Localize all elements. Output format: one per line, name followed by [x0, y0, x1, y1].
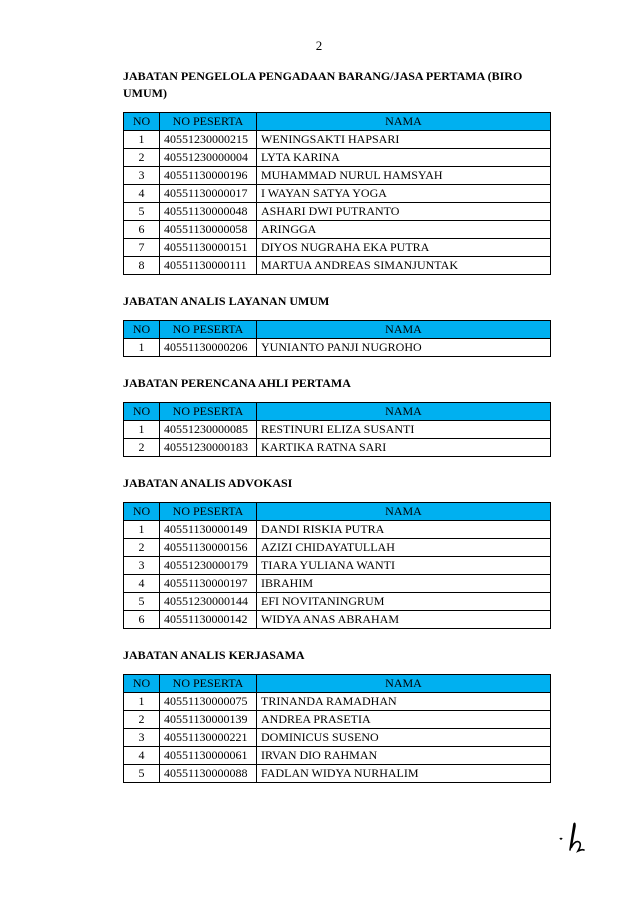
participant-name: DOMINICUS SUSENO: [257, 729, 551, 747]
participant-number: 40551230000179: [160, 557, 257, 575]
section-gap: [123, 457, 551, 475]
row-number: 1: [124, 521, 160, 539]
header-no-peserta: NO PESERTA: [160, 675, 257, 693]
section-title: JABATAN PENGELOLA PENGADAAN BARANG/JASA PERTAMA (BIRO UMUM): [123, 69, 523, 100]
table-row: [124, 747, 551, 765]
section-title: JABATAN ANALIS LAYANAN UMUM: [123, 294, 330, 308]
roster-table: [123, 502, 551, 629]
section-0: [123, 68, 551, 275]
row-number: 4: [124, 575, 160, 593]
participant-number: 40551130000048: [160, 203, 257, 221]
header-no: NO: [124, 113, 160, 131]
participant-name: WIDYA ANAS ABRAHAM: [257, 611, 551, 629]
participant-name: LYTA KARINA: [257, 149, 551, 167]
table-row: [124, 521, 551, 539]
table-row: [124, 421, 551, 439]
participant-number: 40551130000075: [160, 693, 257, 711]
participant-number: 40551130000061: [160, 747, 257, 765]
header-no-peserta: NO PESERTA: [160, 403, 257, 421]
participant-number: 40551130000058: [160, 221, 257, 239]
row-number: 3: [124, 557, 160, 575]
participant-name: DIYOS NUGRAHA EKA PUTRA: [257, 239, 551, 257]
row-number: 5: [124, 593, 160, 611]
row-number: 1: [124, 421, 160, 439]
participant-name: IRVAN DIO RAHMAN: [257, 747, 551, 765]
section-title: JABATAN ANALIS ADVOKASI: [123, 476, 293, 490]
table-header-row: [124, 321, 551, 339]
table-row: [124, 131, 551, 149]
table-row: [124, 765, 551, 783]
table-row: [124, 557, 551, 575]
participant-number: 40551130000088: [160, 765, 257, 783]
header-no: NO: [124, 503, 160, 521]
participant-number: 40551130000111: [160, 257, 257, 275]
section-2: [123, 375, 551, 457]
participant-number: 40551230000183: [160, 439, 257, 457]
participant-name: AZIZI CHIDAYATULLAH: [257, 539, 551, 557]
section-1: [123, 293, 551, 357]
table-row: [124, 203, 551, 221]
participant-number: 40551130000017: [160, 185, 257, 203]
header-no: NO: [124, 321, 160, 339]
header-no-peserta: NO PESERTA: [160, 321, 257, 339]
participant-number: 40551130000197: [160, 575, 257, 593]
roster-table: [123, 320, 551, 357]
signature-initial: [558, 820, 588, 854]
participant-name: RESTINURI ELIZA SUSANTI: [257, 421, 551, 439]
section-title: JABATAN PERENCANA AHLI PERTAMA: [123, 376, 351, 390]
table-row: [124, 221, 551, 239]
table-row: [124, 439, 551, 457]
participant-name: I WAYAN SATYA YOGA: [257, 185, 551, 203]
row-number: 5: [124, 203, 160, 221]
table-row: [124, 711, 551, 729]
participant-name: WENINGSAKTI HAPSARI: [257, 131, 551, 149]
table-row: [124, 185, 551, 203]
participant-number: 40551130000142: [160, 611, 257, 629]
participant-number: 40551130000139: [160, 711, 257, 729]
row-number: 3: [124, 729, 160, 747]
header-nama: NAMA: [257, 321, 551, 339]
participant-name: TIARA YULIANA WANTI: [257, 557, 551, 575]
header-nama: NAMA: [257, 113, 551, 131]
header-no: NO: [124, 403, 160, 421]
table-row: [124, 539, 551, 557]
participant-name: ARINGGA: [257, 221, 551, 239]
row-number: 7: [124, 239, 160, 257]
row-number: 4: [124, 185, 160, 203]
row-number: 4: [124, 747, 160, 765]
table-row: [124, 575, 551, 593]
table-row: [124, 729, 551, 747]
roster-table: [123, 112, 551, 275]
participant-name: YUNIANTO PANJI NUGROHO: [257, 339, 551, 357]
table-row: [124, 693, 551, 711]
header-no: NO: [124, 675, 160, 693]
header-no-peserta: NO PESERTA: [160, 113, 257, 131]
participant-number: 40551230000215: [160, 131, 257, 149]
roster-table: [123, 402, 551, 457]
section-3: [123, 475, 551, 629]
row-number: 2: [124, 711, 160, 729]
row-number: 2: [124, 439, 160, 457]
row-number: 2: [124, 539, 160, 557]
header-nama: NAMA: [257, 403, 551, 421]
table-header-row: [124, 113, 551, 131]
table-row: [124, 257, 551, 275]
row-number: 2: [124, 149, 160, 167]
participant-name: ASHARI DWI PUTRANTO: [257, 203, 551, 221]
row-number: 3: [124, 167, 160, 185]
participant-number: 40551230000085: [160, 421, 257, 439]
participant-name: ANDREA PRASETIA: [257, 711, 551, 729]
section-title: JABATAN ANALIS KERJASAMA: [123, 648, 305, 662]
participant-number: 40551130000156: [160, 539, 257, 557]
table-header-row: [124, 503, 551, 521]
table-row: [124, 167, 551, 185]
table-row: [124, 593, 551, 611]
row-number: 6: [124, 221, 160, 239]
header-nama: NAMA: [257, 675, 551, 693]
roster-table: [123, 674, 551, 783]
header-no-peserta: NO PESERTA: [160, 503, 257, 521]
participant-number: 40551230000144: [160, 593, 257, 611]
participant-name: IBRAHIM: [257, 575, 551, 593]
participant-name: TRINANDA RAMADHAN: [257, 693, 551, 711]
table-header-row: [124, 403, 551, 421]
row-number: 8: [124, 257, 160, 275]
section-gap: [123, 357, 551, 375]
page-number: 2: [315, 38, 323, 53]
row-number: 6: [124, 611, 160, 629]
participant-number: 40551230000004: [160, 149, 257, 167]
participant-name: MUHAMMAD NURUL HAMSYAH: [257, 167, 551, 185]
participant-name: DANDI RISKIA PUTRA: [257, 521, 551, 539]
row-number: 5: [124, 765, 160, 783]
participant-name: MARTUA ANDREAS SIMANJUNTAK: [257, 257, 551, 275]
participant-number: 40551130000206: [160, 339, 257, 357]
section-gap: [123, 629, 551, 647]
participant-number: 40551130000149: [160, 521, 257, 539]
participant-number: 40551130000196: [160, 167, 257, 185]
table-row: [124, 239, 551, 257]
section-gap: [123, 275, 551, 293]
table-row: [124, 611, 551, 629]
participant-number: 40551130000221: [160, 729, 257, 747]
table-header-row: [124, 675, 551, 693]
row-number: 1: [124, 131, 160, 149]
table-row: [124, 339, 551, 357]
row-number: 1: [124, 693, 160, 711]
row-number: 1: [124, 339, 160, 357]
participant-name: FADLAN WIDYA NURHALIM: [257, 765, 551, 783]
header-nama: NAMA: [257, 503, 551, 521]
participant-name: EFI NOVITANINGRUM: [257, 593, 551, 611]
participant-name: KARTIKA RATNA SARI: [257, 439, 551, 457]
section-4: [123, 647, 551, 783]
table-row: [124, 149, 551, 167]
document-body: [123, 68, 551, 783]
participant-number: 40551130000151: [160, 239, 257, 257]
